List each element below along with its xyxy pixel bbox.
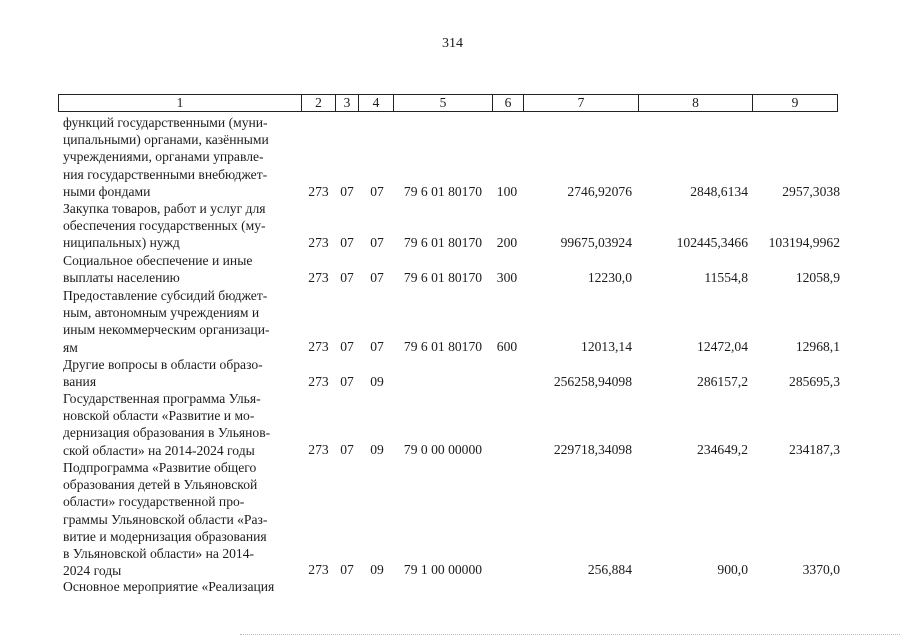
header-col-9: 9 <box>791 95 799 110</box>
table-header <box>58 94 838 112</box>
header-col-7: 7 <box>524 95 639 111</box>
row-col-9: 234187,3 <box>789 442 840 457</box>
row-col-3: 07 <box>340 184 354 199</box>
header-col-6: 6 <box>493 95 524 111</box>
row-col-8: 234649,2 <box>697 442 748 457</box>
row-col-9: 103194,9962 <box>768 235 840 250</box>
row-description: Социальное обеспечение и иные выплаты населению <box>63 253 253 286</box>
header-col-4: 4 <box>359 95 394 111</box>
row-col-8: 2848,6134 <box>690 184 748 199</box>
row-description: Подпрограмма «Развитие общего образования детей в Ульяновской области» государственной про- граммы Ульяновской области «Раз- витие и модернизация образования в Ульяновской области» на 2014- 2024 годы <box>63 460 268 579</box>
row-col-3: 07 <box>340 270 354 285</box>
row-col-7: 12230,0 <box>587 270 632 285</box>
row-col-2: 273 <box>308 339 329 354</box>
row-col-5: 79 6 01 80170 <box>403 270 483 285</box>
row-col-2: 273 <box>308 442 329 457</box>
page-number: 314 <box>442 36 463 51</box>
row-col-4: 07 <box>370 270 384 285</box>
row-description: Основное мероприятие «Реализация <box>63 579 275 594</box>
row-col-7: 256258,94098 <box>553 374 632 389</box>
row-col-7: 12013,14 <box>581 339 632 354</box>
row-col-9: 285695,3 <box>789 374 840 389</box>
row-col-2: 273 <box>308 184 329 199</box>
row-col-7: 229718,34098 <box>553 442 632 457</box>
row-col-8: 102445,3466 <box>676 235 748 250</box>
row-col-3: 07 <box>340 442 354 457</box>
row-col-3: 07 <box>340 562 354 577</box>
row-description: Другие вопросы в области образо- вания <box>63 357 263 390</box>
header-col-3: 3 <box>336 95 359 111</box>
row-col-2: 273 <box>308 270 329 285</box>
row-col-7: 99675,03924 <box>560 235 632 250</box>
row-col-3: 07 <box>340 339 354 354</box>
row-col-6: 100 <box>496 184 518 199</box>
row-col-7: 256,884 <box>587 562 632 577</box>
row-col-3: 07 <box>340 374 354 389</box>
row-col-9: 12968,1 <box>795 339 840 354</box>
row-col-9: 3370,0 <box>802 562 840 577</box>
row-col-4: 07 <box>370 235 384 250</box>
scan-edge-artifact <box>240 634 900 637</box>
row-description: Предоставление субсидий бюджет- ным, автономным учреждениям и иным некоммерческим организаци- ям <box>63 288 270 355</box>
header-col-2: 2 <box>302 95 336 111</box>
row-description: Закупка товаров, работ и услуг для обеспечения государственных (му- ниципальных) нужд <box>63 201 266 251</box>
row-col-5: 79 6 01 80170 <box>403 184 483 199</box>
row-col-5: 79 6 01 80170 <box>403 235 483 250</box>
row-col-4: 09 <box>370 374 384 389</box>
row-description: Государственная программа Улья- новской области «Развитие и мо- дернизация образования в Ульянов- ской области» на 2014-2024 годы <box>63 391 271 458</box>
row-col-6: 200 <box>496 235 518 250</box>
header-col-8: 8 <box>639 95 753 111</box>
row-col-9: 2957,3038 <box>782 184 840 199</box>
header-col-1: 1 <box>59 95 302 111</box>
row-col-8: 286157,2 <box>697 374 748 389</box>
row-col-2: 273 <box>308 374 329 389</box>
header-col-5: 5 <box>394 95 493 111</box>
row-col-5: 79 6 01 80170 <box>403 339 483 354</box>
row-col-8: 11554,8 <box>704 270 748 285</box>
row-col-4: 09 <box>370 562 384 577</box>
row-col-5: 79 0 00 00000 <box>403 442 483 457</box>
row-col-4: 07 <box>370 339 384 354</box>
row-col-9: 12058,9 <box>795 270 840 285</box>
row-description: функций государственными (муни- ципальными) органами, казёнными учреждениями, органами управле- ния государственными внебюджет- ными фондами <box>63 115 269 199</box>
row-col-2: 273 <box>308 235 329 250</box>
row-col-3: 07 <box>340 235 354 250</box>
row-col-5: 79 1 00 00000 <box>403 562 483 577</box>
row-col-8: 12472,04 <box>697 339 748 354</box>
row-col-4: 09 <box>370 442 384 457</box>
row-col-6: 300 <box>496 270 518 285</box>
row-col-7: 2746,92076 <box>567 184 632 199</box>
row-col-8: 900,0 <box>717 562 748 577</box>
row-col-6: 600 <box>496 339 518 354</box>
row-col-4: 07 <box>370 184 384 199</box>
row-col-2: 273 <box>308 562 329 577</box>
